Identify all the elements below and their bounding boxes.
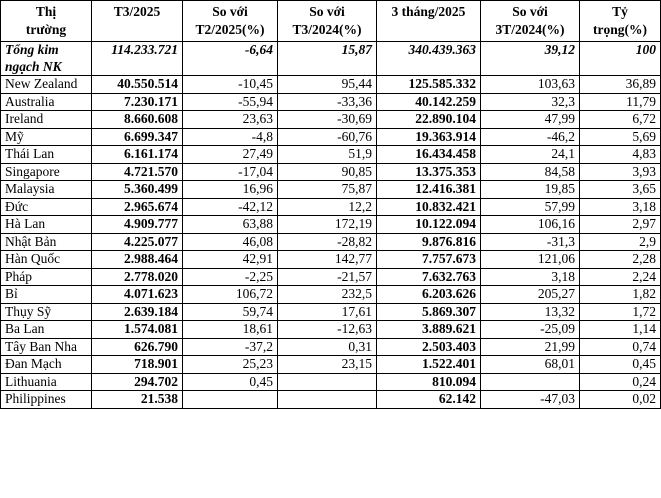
cell-vs-q1-2024: 24,1 [481,146,580,164]
cell-vs-q1-2024: 13,32 [481,303,580,321]
cell-vs-t3-2024: 95,44 [278,76,377,94]
cell-t3: 1.574.081 [92,321,183,339]
cell-vs-q1-2024: 21,99 [481,338,580,356]
cell-vs-q1-2024: 57,99 [481,198,580,216]
cell-q1: 40.142.259 [377,93,481,111]
cell-share: 5,69 [580,128,661,146]
cell-vs-t3-2024: 90,85 [278,163,377,181]
header-vs-q1-2024 [481,1,580,42]
cell-vs-t2: 42,91 [183,251,278,269]
cell-t3: 2.778.020 [92,268,183,286]
cell-q1: 12.416.381 [377,181,481,199]
cell-vs-t3-2024: 0,31 [278,338,377,356]
cell-q1: 16.434.458 [377,146,481,164]
cell-vs-q1-2024: 68,01 [481,356,580,374]
cell-q1: 125.585.332 [377,76,481,94]
cell-market: Ireland [1,111,92,129]
total-vs-t3-2024: 15,87 [278,42,377,76]
cell-vs-t3-2024: -33,36 [278,93,377,111]
cell-vs-t3-2024: -21,57 [278,268,377,286]
header-market-line2: trường [25,22,67,37]
table-row [1,181,661,199]
cell-t3: 6.699.347 [92,128,183,146]
cell-share: 36,89 [580,76,661,94]
cell-vs-t2: -10,45 [183,76,278,94]
table-row [1,198,661,216]
cell-t3: 6.161.174 [92,146,183,164]
cell-market: Australia [1,93,92,111]
cell-market: Thái Lan [1,146,92,164]
cell-vs-t3-2024: 17,61 [278,303,377,321]
cell-t3: 4.909.777 [92,216,183,234]
table-row [1,338,661,356]
table-row [1,303,661,321]
total-q1: 340.439.363 [377,42,481,76]
cell-vs-t2: -37,2 [183,338,278,356]
cell-q1: 3.889.621 [377,321,481,339]
cell-market: Thụy Sỹ [1,303,92,321]
cell-market: Pháp [1,268,92,286]
cell-vs-t3-2024: 23,15 [278,356,377,374]
cell-vs-t3-2024: -30,69 [278,111,377,129]
cell-t3: 40.550.514 [92,76,183,94]
cell-share: 2,97 [580,216,661,234]
cell-vs-t2: 16,96 [183,181,278,199]
cell-q1: 5.869.307 [377,303,481,321]
cell-share: 3,93 [580,163,661,181]
cell-q1: 2.503.403 [377,338,481,356]
cell-share: 0,24 [580,373,661,391]
table-row [1,76,661,94]
cell-q1: 22.890.104 [377,111,481,129]
header-vs-q1-2024-line1: So với [512,4,548,19]
total-share: 100 [580,42,661,76]
cell-share: 2,24 [580,268,661,286]
header-vs-t2-line2: T2/2025(%) [195,22,265,37]
table-row [1,251,661,269]
cell-vs-q1-2024: 32,3 [481,93,580,111]
cell-vs-t2: -2,25 [183,268,278,286]
cell-t3: 8.660.608 [92,111,183,129]
cell-vs-t2: -4,8 [183,128,278,146]
cell-q1: 10.832.421 [377,198,481,216]
cell-vs-t2: 59,74 [183,303,278,321]
cell-market: New Zealand [1,76,92,94]
cell-vs-t2 [183,391,278,409]
cell-market: Hà Lan [1,216,92,234]
header-market [1,1,92,42]
cell-vs-t3-2024 [278,391,377,409]
cell-t3: 7.230.171 [92,93,183,111]
cell-t3: 2.988.464 [92,251,183,269]
cell-vs-t2: -42,12 [183,198,278,216]
cell-q1: 19.363.914 [377,128,481,146]
total-vs-q1-2024: 39,12 [481,42,580,76]
cell-market: Mỹ [1,128,92,146]
table-row [1,373,661,391]
header-vs-t3-2024-line2: T3/2024(%) [292,22,362,37]
header-share-line2: trọng(%) [593,22,647,37]
header-q1 [377,1,481,42]
cell-vs-t3-2024: 75,87 [278,181,377,199]
cell-share: 11,79 [580,93,661,111]
cell-vs-q1-2024: -47,03 [481,391,580,409]
cell-vs-q1-2024: 19,85 [481,181,580,199]
cell-share: 6,72 [580,111,661,129]
cell-market: Malaysia [1,181,92,199]
cell-q1: 7.757.673 [377,251,481,269]
table-row [1,163,661,181]
cell-t3: 718.901 [92,356,183,374]
cell-market: Nhật Bản [1,233,92,251]
cell-vs-t3-2024 [278,373,377,391]
cell-vs-t2: 18,61 [183,321,278,339]
cell-vs-t3-2024: 172,19 [278,216,377,234]
cell-market: Tây Ban Nha [1,338,92,356]
cell-vs-q1-2024: -25,09 [481,321,580,339]
cell-vs-t3-2024: -12,63 [278,321,377,339]
cell-share: 0,02 [580,391,661,409]
cell-t3: 2.639.184 [92,303,183,321]
table-row [1,321,661,339]
cell-vs-q1-2024: -46,2 [481,128,580,146]
cell-vs-q1-2024 [481,373,580,391]
cell-vs-q1-2024: 3,18 [481,268,580,286]
cell-share: 3,18 [580,198,661,216]
cell-share: 0,45 [580,356,661,374]
cell-vs-t3-2024: 12,2 [278,198,377,216]
table-row [1,286,661,304]
cell-t3: 294.702 [92,373,183,391]
cell-vs-t2: 0,45 [183,373,278,391]
table-row [1,268,661,286]
cell-market: Hàn Quốc [1,251,92,269]
cell-vs-t3-2024: 142,77 [278,251,377,269]
table-row [1,391,661,409]
cell-share: 4,83 [580,146,661,164]
cell-t3: 4.225.077 [92,233,183,251]
cell-market: Đan Mạch [1,356,92,374]
cell-q1: 1.522.401 [377,356,481,374]
header-vs-t3-2024-line1: So với [309,4,345,19]
cell-vs-t2: 27,49 [183,146,278,164]
cell-vs-t2: -17,04 [183,163,278,181]
table-row [1,233,661,251]
cell-vs-t2: 106,72 [183,286,278,304]
table-row [1,93,661,111]
cell-vs-q1-2024: 121,06 [481,251,580,269]
table-row [1,216,661,234]
cell-vs-t2: 25,23 [183,356,278,374]
header-share-line1: Tỷ [612,4,628,19]
market-rows [1,76,661,409]
cell-q1: 9.876.816 [377,233,481,251]
cell-t3: 21.538 [92,391,183,409]
header-row [1,1,661,42]
header-market-line1: Thị [35,4,57,19]
cell-vs-t2: 63,88 [183,216,278,234]
header-t3-line1: T3/2025 [113,4,161,19]
cell-share: 2,9 [580,233,661,251]
cell-vs-t2: -55,94 [183,93,278,111]
table-row [1,356,661,374]
cell-vs-q1-2024: 205,27 [481,286,580,304]
cell-vs-q1-2024: 47,99 [481,111,580,129]
cell-q1: 62.142 [377,391,481,409]
cell-vs-t3-2024: 51,9 [278,146,377,164]
cell-market: Lithuania [1,373,92,391]
cell-market: Singapore [1,163,92,181]
cell-t3: 4.071.623 [92,286,183,304]
header-vs-t2-line1: So với [212,4,248,19]
cell-share: 1,72 [580,303,661,321]
cell-share: 2,28 [580,251,661,269]
cell-share: 0,74 [580,338,661,356]
cell-market: Đức [1,198,92,216]
cell-vs-q1-2024: 103,63 [481,76,580,94]
header-vs-t3-2024 [278,1,377,42]
cell-market: Bỉ [1,286,92,304]
header-share [580,1,661,42]
cell-vs-t3-2024: 232,5 [278,286,377,304]
table-row [1,111,661,129]
cell-share: 1,82 [580,286,661,304]
total-vs-t2: -6,64 [183,42,278,76]
cell-vs-q1-2024: 106,16 [481,216,580,234]
cell-q1: 810.094 [377,373,481,391]
table-row [1,128,661,146]
header-q1-line1: 3 tháng/2025 [391,4,466,19]
cell-q1: 13.375.353 [377,163,481,181]
cell-t3: 2.965.674 [92,198,183,216]
cell-q1: 6.203.626 [377,286,481,304]
cell-vs-q1-2024: -31,3 [481,233,580,251]
total-market: Tổng kim ngạch NK [1,42,92,76]
cell-q1: 7.632.763 [377,268,481,286]
cell-market: Ba Lan [1,321,92,339]
header-vs-q1-2024-line2: 3T/2024(%) [495,22,565,37]
cell-share: 3,65 [580,181,661,199]
cell-q1: 10.122.094 [377,216,481,234]
header-t3 [92,1,183,42]
cell-t3: 626.790 [92,338,183,356]
cell-vs-t2: 23,63 [183,111,278,129]
cell-market: Philippines [1,391,92,409]
total-row [1,42,661,76]
header-vs-t2 [183,1,278,42]
table-row [1,146,661,164]
cell-t3: 4.721.570 [92,163,183,181]
cell-vs-t3-2024: -28,82 [278,233,377,251]
cell-vs-t2: 46,08 [183,233,278,251]
total-t3: 114.233.721 [92,42,183,76]
cell-t3: 5.360.499 [92,181,183,199]
cell-vs-q1-2024: 84,58 [481,163,580,181]
cell-share: 1,14 [580,321,661,339]
cell-vs-t3-2024: -60,76 [278,128,377,146]
